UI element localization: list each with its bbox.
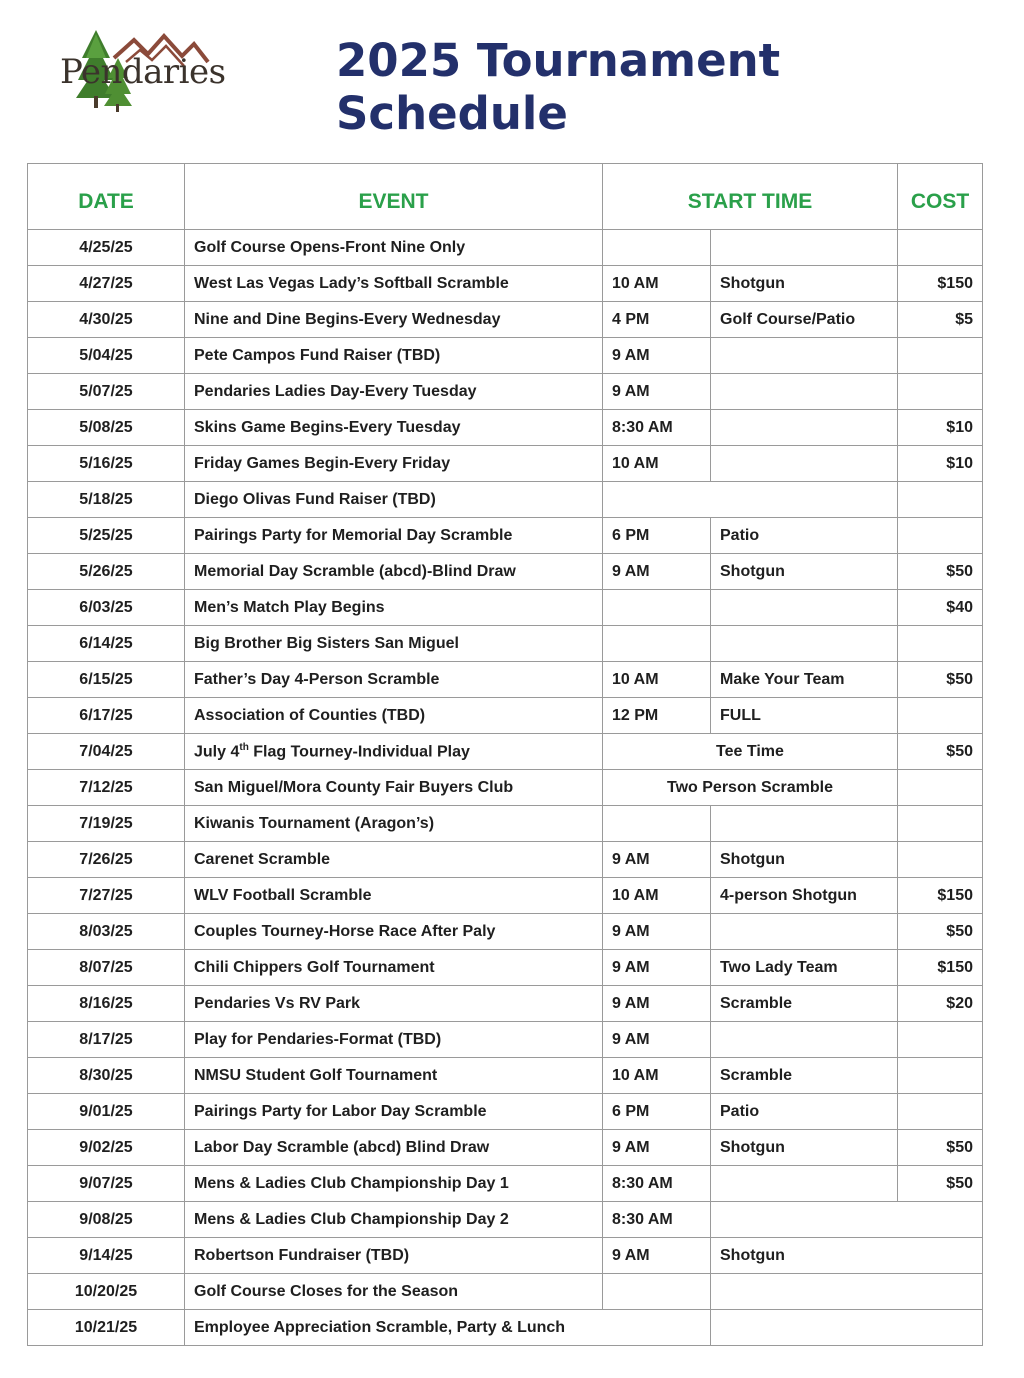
table-row xyxy=(28,1202,983,1238)
event-text: July 4 xyxy=(194,743,240,761)
table-row xyxy=(28,1130,983,1166)
start-location-cell xyxy=(711,410,898,446)
start-location-cell: Golf Course/Patio xyxy=(711,302,898,338)
cost-cell: $50 xyxy=(898,1130,983,1166)
start-location-cell: Shotgun xyxy=(711,842,898,878)
start-location-cell xyxy=(711,806,898,842)
start-location-cell xyxy=(711,338,898,374)
table-row xyxy=(28,1094,983,1130)
start-time-cell: Tee Time xyxy=(603,734,898,770)
column-header-cost: COST xyxy=(898,164,983,230)
start-time-cell: 10 AM xyxy=(603,878,711,914)
table-row xyxy=(28,1022,983,1058)
date-cell: 5/04/25 xyxy=(28,338,185,374)
column-header-start-time: START TIME xyxy=(603,164,898,230)
start-location-cell xyxy=(711,590,898,626)
table-row xyxy=(28,842,983,878)
event-cell: Nine and Dine Begins-Every Wednesday xyxy=(185,302,603,338)
event-cell: San Miguel/Mora County Fair Buyers Club xyxy=(185,770,603,806)
start-location-cell: Patio xyxy=(711,518,898,554)
event-cell: Skins Game Begins-Every Tuesday xyxy=(185,410,603,446)
table-row xyxy=(28,1238,983,1274)
start-time-cell: 10 AM xyxy=(603,1058,711,1094)
event-cell: Employee Appreciation Scramble, Party & Lunch xyxy=(185,1310,711,1346)
start-time-cell: Two Person Scramble xyxy=(603,770,898,806)
table-row xyxy=(28,482,983,518)
cost-cell: $50 xyxy=(898,1166,983,1202)
date-cell: 5/18/25 xyxy=(28,482,185,518)
page-title: 2025 Tournament Schedule xyxy=(336,34,781,140)
cost-cell: $10 xyxy=(898,410,983,446)
start-time-cell: 9 AM xyxy=(603,986,711,1022)
date-cell: 9/02/25 xyxy=(28,1130,185,1166)
start-time-cell xyxy=(603,1274,711,1310)
start-location-cell: Two Lady Team xyxy=(711,950,898,986)
table-row xyxy=(28,770,983,806)
date-cell: 5/07/25 xyxy=(28,374,185,410)
table-row xyxy=(28,554,983,590)
table-row xyxy=(28,1058,983,1094)
table-row xyxy=(28,806,983,842)
table-row xyxy=(28,1274,983,1310)
cost-cell: $50 xyxy=(898,554,983,590)
start-time-cell: 9 AM xyxy=(603,554,711,590)
event-cell: Diego Olivas Fund Raiser (TBD) xyxy=(185,482,603,518)
cost-cell xyxy=(898,806,983,842)
table-row xyxy=(28,662,983,698)
cost-cell xyxy=(898,698,983,734)
event-cell: Association of Counties (TBD) xyxy=(185,698,603,734)
event-superscript: th xyxy=(239,741,249,753)
event-cell: Pendaries Ladies Day-Every Tuesday xyxy=(185,374,603,410)
table-row xyxy=(28,446,983,482)
date-cell: 4/27/25 xyxy=(28,266,185,302)
date-cell: 9/01/25 xyxy=(28,1094,185,1130)
date-cell: 4/30/25 xyxy=(28,302,185,338)
event-cell: Golf Course Closes for the Season xyxy=(185,1274,603,1310)
event-cell: Pete Campos Fund Raiser (TBD) xyxy=(185,338,603,374)
start-location-cell: Shotgun xyxy=(711,1130,898,1166)
start-location-cell xyxy=(711,1022,898,1058)
table-row xyxy=(28,590,983,626)
event-cell: Couples Tourney-Horse Race After Paly xyxy=(185,914,603,950)
event-cell: Pairings Party for Labor Day Scramble xyxy=(185,1094,603,1130)
column-header-date: DATE xyxy=(28,164,185,230)
cost-cell: $150 xyxy=(898,878,983,914)
date-cell: 5/08/25 xyxy=(28,410,185,446)
event-cell: West Las Vegas Lady’s Softball Scramble xyxy=(185,266,603,302)
start-location-cell: Shotgun xyxy=(711,266,898,302)
date-cell: 5/26/25 xyxy=(28,554,185,590)
start-time-cell: 9 AM xyxy=(603,338,711,374)
event-cell: Father’s Day 4-Person Scramble xyxy=(185,662,603,698)
cost-cell: $50 xyxy=(898,914,983,950)
date-cell: 8/03/25 xyxy=(28,914,185,950)
date-cell: 8/30/25 xyxy=(28,1058,185,1094)
start-time-cell: 8:30 AM xyxy=(603,1202,711,1238)
cost-cell: $50 xyxy=(898,662,983,698)
table-header-row xyxy=(28,164,983,230)
date-cell: 9/14/25 xyxy=(28,1238,185,1274)
date-cell: 6/17/25 xyxy=(28,698,185,734)
start-time-cell: 9 AM xyxy=(603,950,711,986)
table-row xyxy=(28,518,983,554)
event-cell: Pendaries Vs RV Park xyxy=(185,986,603,1022)
start-time-cell: 6 PM xyxy=(603,1094,711,1130)
start-time-cell: 10 AM xyxy=(603,662,711,698)
date-cell: 7/19/25 xyxy=(28,806,185,842)
event-cell: NMSU Student Golf Tournament xyxy=(185,1058,603,1094)
logo-wordmark: Pendaries xyxy=(60,52,226,92)
table-row xyxy=(28,1310,983,1346)
date-cell: 7/26/25 xyxy=(28,842,185,878)
start-time-cell: 8:30 AM xyxy=(603,410,711,446)
cost-cell: $20 xyxy=(898,986,983,1022)
date-cell: 6/15/25 xyxy=(28,662,185,698)
cost-cell xyxy=(898,482,983,518)
date-cell: 7/04/25 xyxy=(28,734,185,770)
event-cell: Mens & Ladies Club Championship Day 1 xyxy=(185,1166,603,1202)
start-time-cell: 12 PM xyxy=(603,698,711,734)
date-cell: 6/14/25 xyxy=(28,626,185,662)
start-location-cell xyxy=(711,374,898,410)
event-cell: WLV Football Scramble xyxy=(185,878,603,914)
event-cell: Kiwanis Tournament (Aragon’s) xyxy=(185,806,603,842)
date-cell: 8/07/25 xyxy=(28,950,185,986)
table-row xyxy=(28,950,983,986)
date-cell: 7/27/25 xyxy=(28,878,185,914)
table-row xyxy=(28,302,983,338)
start-time-cell: 6 PM xyxy=(603,518,711,554)
event-cell: Play for Pendaries-Format (TBD) xyxy=(185,1022,603,1058)
cost-cell xyxy=(898,230,983,266)
start-time-cell: 9 AM xyxy=(603,374,711,410)
start-location-cell xyxy=(711,230,898,266)
column-header-event: EVENT xyxy=(185,164,603,230)
table-row xyxy=(28,914,983,950)
date-cell: 4/25/25 xyxy=(28,230,185,266)
start-location-cell: Scramble xyxy=(711,986,898,1022)
event-cell: Golf Course Opens-Front Nine Only xyxy=(185,230,603,266)
event-cell: Chili Chippers Golf Tournament xyxy=(185,950,603,986)
start-time-cell: 9 AM xyxy=(603,842,711,878)
start-location-cell xyxy=(711,1202,983,1238)
cost-cell xyxy=(898,842,983,878)
start-location-cell: Patio xyxy=(711,1094,898,1130)
event-cell: Labor Day Scramble (abcd) Blind Draw xyxy=(185,1130,603,1166)
start-location-cell: Make Your Team xyxy=(711,662,898,698)
table-row xyxy=(28,734,983,770)
date-cell: 10/21/25 xyxy=(28,1310,185,1346)
start-location-cell xyxy=(711,446,898,482)
cost-cell: $5 xyxy=(898,302,983,338)
cost-cell xyxy=(898,1058,983,1094)
start-location-cell: Shotgun xyxy=(711,1238,983,1274)
table-row xyxy=(28,626,983,662)
table-body xyxy=(28,230,983,1346)
cost-cell xyxy=(898,518,983,554)
start-time-cell xyxy=(603,230,711,266)
cost-cell: $10 xyxy=(898,446,983,482)
start-location-cell: Scramble xyxy=(711,1058,898,1094)
date-cell: 6/03/25 xyxy=(28,590,185,626)
start-time-cell: 9 AM xyxy=(603,914,711,950)
table-row xyxy=(28,698,983,734)
table-row xyxy=(28,374,983,410)
event-text: Flag Tourney-Individual Play xyxy=(248,743,470,761)
cost-cell xyxy=(898,1022,983,1058)
date-cell: 7/12/25 xyxy=(28,770,185,806)
tournament-schedule-table xyxy=(27,163,983,1346)
date-cell: 10/20/25 xyxy=(28,1274,185,1310)
event-cell: Friday Games Begin-Every Friday xyxy=(185,446,603,482)
start-time-cell xyxy=(603,626,711,662)
table-row xyxy=(28,986,983,1022)
event-cell: Memorial Day Scramble (abcd)-Blind Draw xyxy=(185,554,603,590)
start-location-cell xyxy=(711,1166,898,1202)
start-time-cell: 9 AM xyxy=(603,1238,711,1274)
start-location-cell: 4-person Shotgun xyxy=(711,878,898,914)
cost-cell xyxy=(898,374,983,410)
start-time-cell: 10 AM xyxy=(603,266,711,302)
start-time-cell xyxy=(603,590,711,626)
event-cell: Big Brother Big Sisters San Miguel xyxy=(185,626,603,662)
event-cell: Men’s Match Play Begins xyxy=(185,590,603,626)
start-location-cell xyxy=(711,1310,983,1346)
date-cell: 9/08/25 xyxy=(28,1202,185,1238)
cost-cell: $150 xyxy=(898,266,983,302)
table-row xyxy=(28,878,983,914)
cost-cell xyxy=(898,626,983,662)
date-cell: 8/17/25 xyxy=(28,1022,185,1058)
start-time-cell: 4 PM xyxy=(603,302,711,338)
table-row xyxy=(28,410,983,446)
cost-cell: $40 xyxy=(898,590,983,626)
start-location-cell: Shotgun xyxy=(711,554,898,590)
cost-cell: $150 xyxy=(898,950,983,986)
date-cell: 8/16/25 xyxy=(28,986,185,1022)
event-cell: Robertson Fundraiser (TBD) xyxy=(185,1238,603,1274)
date-cell: 5/16/25 xyxy=(28,446,185,482)
event-cell: Pairings Party for Memorial Day Scramble xyxy=(185,518,603,554)
date-cell: 5/25/25 xyxy=(28,518,185,554)
table-row xyxy=(28,230,983,266)
start-time-cell: 10 AM xyxy=(603,446,711,482)
start-location-cell xyxy=(711,1274,983,1310)
cost-cell xyxy=(898,770,983,806)
start-location-cell: FULL xyxy=(711,698,898,734)
start-time-cell xyxy=(603,806,711,842)
date-cell: 9/07/25 xyxy=(28,1166,185,1202)
event-cell xyxy=(185,734,603,770)
start-location-cell xyxy=(711,626,898,662)
start-time-cell: 8:30 AM xyxy=(603,1166,711,1202)
table-row xyxy=(28,266,983,302)
cost-cell xyxy=(898,338,983,374)
event-cell: Mens & Ladies Club Championship Day 2 xyxy=(185,1202,603,1238)
start-time-cell: 9 AM xyxy=(603,1130,711,1166)
start-time-cell: 9 AM xyxy=(603,1022,711,1058)
event-cell: Carenet Scramble xyxy=(185,842,603,878)
start-time-cell xyxy=(603,482,898,518)
cost-cell: $50 xyxy=(898,734,983,770)
table-row xyxy=(28,1166,983,1202)
cost-cell xyxy=(898,1094,983,1130)
start-location-cell xyxy=(711,914,898,950)
table-row xyxy=(28,338,983,374)
